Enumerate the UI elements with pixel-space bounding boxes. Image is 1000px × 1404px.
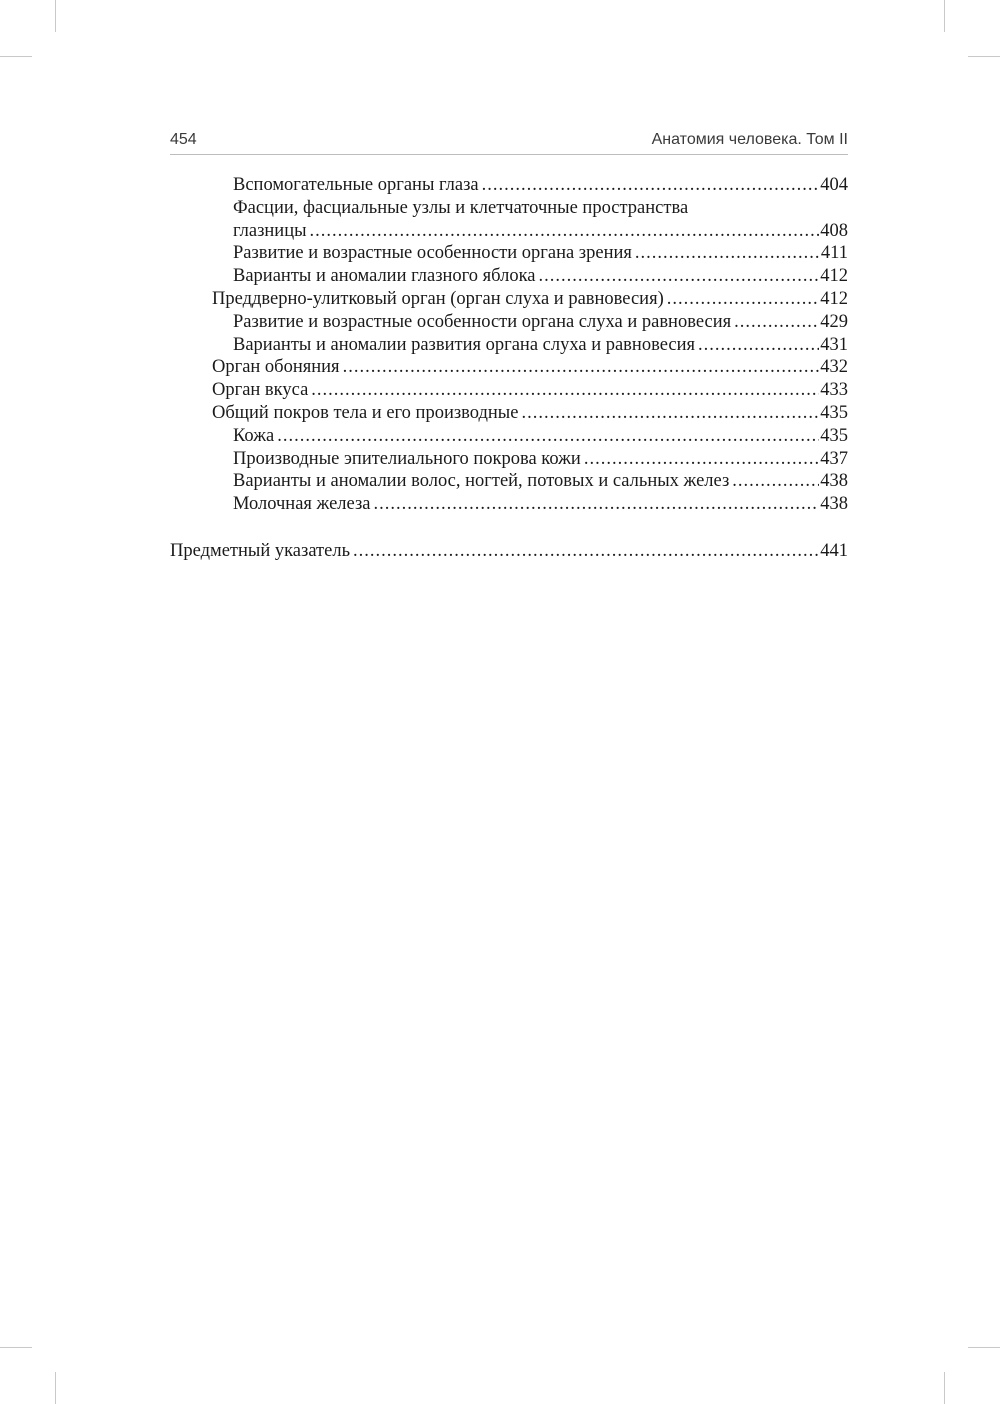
dot-leader	[635, 242, 820, 265]
toc-entry-page: 435	[820, 402, 848, 423]
toc-entry-page: 435	[820, 425, 848, 446]
crop-mark-top-right	[944, 0, 945, 32]
dot-leader	[311, 379, 819, 402]
toc-entry-title: Кожа	[233, 425, 275, 446]
toc-entry	[170, 311, 848, 334]
dot-leader	[732, 470, 819, 493]
crop-mark-top-left	[55, 0, 56, 32]
toc-entry	[170, 493, 848, 516]
table-of-contents	[170, 174, 848, 563]
toc-entry-title: Развитие и возрастные особенности органа слуха и равновесия	[233, 311, 732, 332]
toc-entry-page: 432	[820, 357, 848, 378]
page-number: 454	[170, 131, 197, 148]
toc-entry	[170, 197, 848, 243]
crop-mark-bottom-right	[944, 1372, 945, 1404]
toc-entry-title: Предметный указатель	[170, 540, 351, 561]
toc-entry-page: 438	[820, 471, 848, 492]
dot-leader	[353, 540, 819, 563]
crop-mark-left-top	[0, 56, 32, 57]
dot-leader	[584, 448, 819, 471]
toc-entry	[170, 288, 848, 311]
toc-entry-title: Орган вкуса	[212, 380, 309, 401]
toc-entry	[170, 265, 848, 288]
crop-mark-left-bottom	[0, 1347, 32, 1348]
toc-entry-title: Преддверно-улитковый орган (орган слуха и равновесия)	[212, 288, 664, 309]
toc-entry	[170, 402, 848, 425]
toc-entry-title: Вспомогательные органы глаза	[233, 175, 479, 195]
toc-entry-title: Фасции, фасциальные узлы и клетчаточные пространства	[233, 197, 689, 218]
dot-leader	[667, 288, 820, 311]
crop-mark-right-bottom	[968, 1347, 1000, 1348]
dot-leader	[343, 356, 820, 379]
dot-leader	[310, 220, 820, 243]
toc-entry	[170, 356, 848, 379]
crop-mark-right-top	[968, 56, 1000, 57]
toc-entry-page: 411	[820, 243, 848, 264]
running-title: Анатомия человека. Том II	[651, 131, 848, 148]
toc-entry-page: 433	[820, 380, 848, 401]
toc-entry-page: 404	[820, 175, 848, 195]
dot-leader	[482, 174, 820, 197]
toc-entry-continuation	[233, 220, 848, 243]
toc-entry-index	[170, 540, 848, 563]
toc-entry-page: 437	[820, 448, 848, 469]
toc-entry-page: 441	[820, 540, 848, 561]
toc-entry	[170, 242, 848, 265]
toc-entry	[170, 379, 848, 402]
toc-entry-title: Общий покров тела и его производные	[212, 402, 519, 423]
toc-entry-page: 408	[820, 220, 848, 241]
toc-entry	[170, 448, 848, 471]
dot-leader	[277, 425, 819, 448]
toc-entry	[170, 470, 848, 493]
toc-entry-page: 438	[820, 494, 848, 515]
toc-entry-title: Молочная железа	[233, 494, 371, 515]
toc-entry-title: Варианты и аномалии глазного яблока	[233, 266, 536, 287]
toc-entry-title: Орган обоняния	[212, 357, 340, 378]
page-header	[170, 128, 848, 155]
toc-entry	[170, 334, 848, 357]
toc-entry-page: 412	[820, 288, 848, 309]
toc-entry	[170, 174, 848, 197]
toc-entry-page: 431	[820, 334, 848, 355]
dot-leader	[734, 311, 819, 334]
toc-entry-page: 429	[820, 311, 848, 332]
toc-entry	[170, 425, 848, 448]
dot-leader	[374, 493, 820, 516]
dot-leader	[539, 265, 820, 288]
toc-entry-page: 412	[820, 266, 848, 287]
toc-entry-title: Развитие и возрастные особенности органа зрения	[233, 243, 632, 264]
dot-leader	[698, 334, 819, 357]
toc-entry-title: Варианты и аномалии волос, ногтей, потовых и сальных желез	[233, 471, 730, 492]
crop-mark-bottom-left	[55, 1372, 56, 1404]
dot-leader	[521, 402, 819, 425]
toc-entry-title: Варианты и аномалии развития органа слуха и равновесия	[233, 334, 695, 355]
toc-entry-title-continued: глазницы	[233, 220, 307, 241]
toc-entry-title: Производные эпителиального покрова кожи	[233, 448, 581, 469]
